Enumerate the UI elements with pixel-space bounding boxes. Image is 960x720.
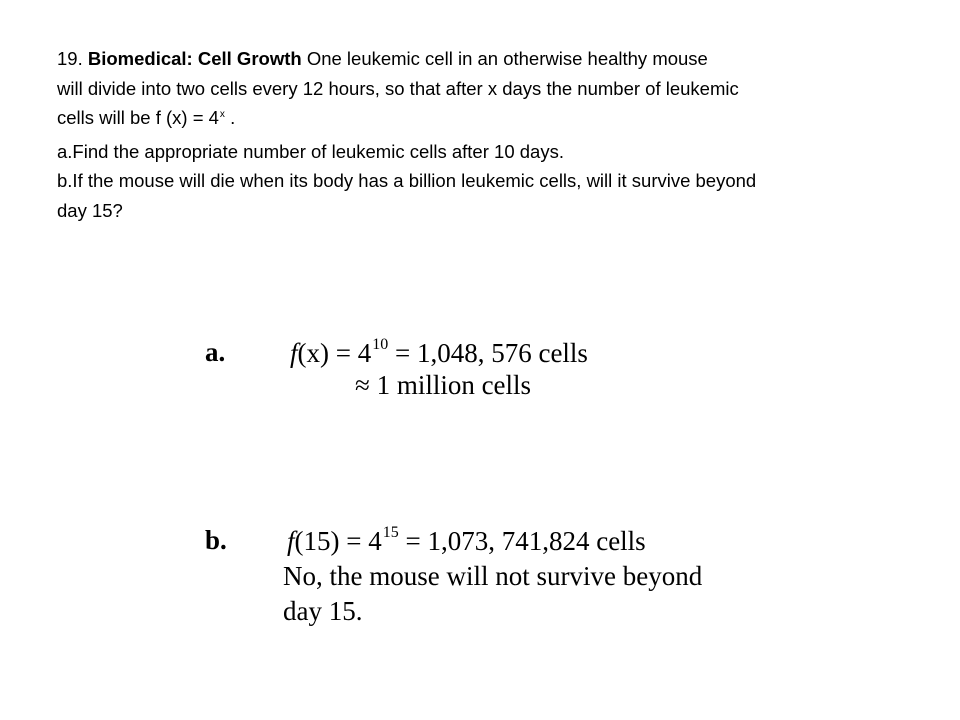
function-definition: cells will be f (x) = 4: [57, 107, 219, 128]
solution-a-exponent: 10: [372, 336, 389, 353]
problem-number: 19.: [57, 48, 83, 69]
solution-b-conclusion-line-2: day 15.: [283, 596, 363, 626]
problem-line-2: will divide into two cells every 12 hours, so that after x days the number of leukemic: [57, 77, 739, 99]
solution-a-approximation: ≈ 1 million cells: [355, 370, 532, 400]
solution-a-equation: [290, 336, 588, 368]
line-end-period: .: [230, 107, 236, 128]
problem-intro: One leukemic cell in an otherwise healthy mouse: [306, 48, 708, 69]
problem-statement: [57, 44, 917, 225]
problem-title: Biomedical: Cell Growth: [87, 48, 302, 69]
solution-a-label: a.: [205, 337, 226, 367]
solution-a-argument: (x): [297, 338, 329, 368]
solution-b-exponent: 15: [382, 524, 399, 541]
solution-b-argument: (15): [294, 526, 340, 556]
solution-b-conclusion-line-1: No, the mouse will not survive beyond: [283, 561, 703, 591]
problem-line-1: [57, 44, 917, 74]
question-a: a.Find the appropriate number of leukemic cells after 10 days.: [57, 140, 564, 162]
problem-line-3: [57, 103, 917, 137]
function-exponent: x: [219, 109, 225, 120]
solution-b-power-base: = 4: [346, 526, 382, 556]
solution-b-label: b.: [205, 525, 227, 555]
solution-a-function: f: [290, 338, 298, 368]
solution-a-result: = 1,048, 576 cells: [394, 338, 588, 368]
solution-a-power-base: = 4: [335, 338, 372, 368]
solution-b-result: = 1,073, 741,824 cells: [405, 526, 646, 556]
question-b-line-1: b.If the mouse will die when its body has a billion leukemic cells, will it survive beyond: [57, 170, 757, 191]
solution-b-function: f: [287, 526, 295, 556]
solution-b-equation: [287, 524, 646, 556]
question-b-line-2: day 15?: [57, 199, 123, 221]
